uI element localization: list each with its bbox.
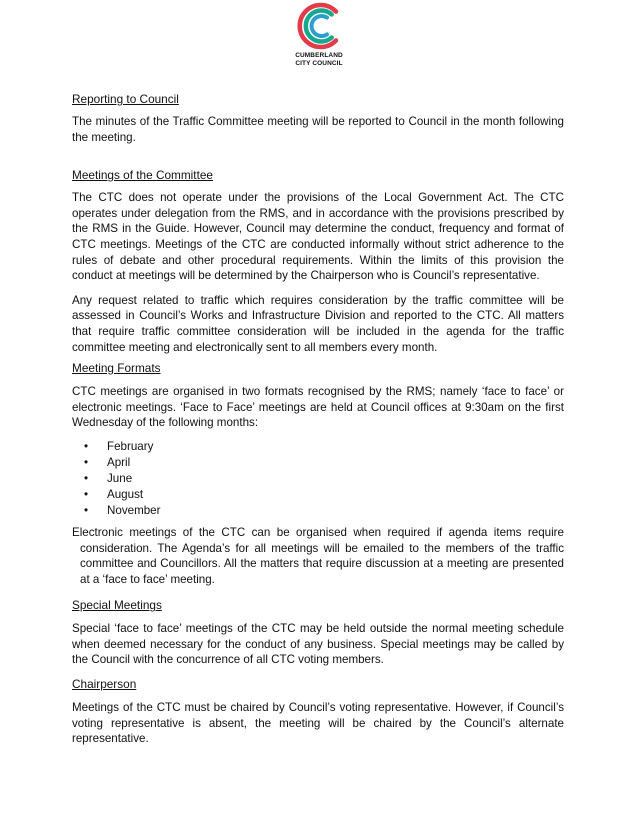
heading-reporting: Reporting to Council bbox=[72, 92, 179, 106]
month-label: April bbox=[107, 455, 131, 469]
heading-special-meetings: Special Meetings bbox=[72, 598, 162, 613]
para-meeting-formats: CTC meetings are organised in two formats recognised by the RMS; namely ‘face to face’ or electronic meetings. ‘Face to Face’ meetings are held at Council offices at 9:30am on the first Wednesday of the following months: bbox=[72, 385, 564, 430]
section-chairperson bbox=[72, 676, 564, 747]
council-logo bbox=[288, 0, 350, 67]
list-item bbox=[72, 471, 564, 487]
list-item bbox=[72, 487, 564, 503]
para-chairperson: Meetings of the CTC must be chaired by Council’s voting representative. However, if Council’s voting representative is absent, the meeting will be chaired by the Council’s alternate representative. bbox=[72, 701, 564, 746]
para-special-meetings: Special ‘face to face’ meetings of the CTC may be held outside the normal meeting schedule when deemed necessary for the conduct of any business. Special meetings may be called by the Council with the concurrence of all CTC voting members. bbox=[72, 622, 564, 667]
bullet-icon: • bbox=[84, 455, 89, 469]
para-committee-operation: The CTC does not operate under the provisions of the Local Government Act. The CTC operates under delegation from the RMS, and in accordance with the provisions prescribed by the RMS in the Guide. However, Council may determine the conduct, frequency and format of CTC meetings. Meetings of the CTC are conducted informally without strict adherence to the rules of debate and other procedural requirements. Within the limits of this provision the conduct at meetings will be determined by the Chairperson who is Council’s representative. bbox=[72, 191, 564, 283]
month-label: August bbox=[107, 487, 144, 501]
cumberland-c-logo-icon bbox=[294, 0, 344, 52]
section-special-meetings bbox=[72, 597, 564, 668]
para-traffic-requests: Any request related to traffic which requires consideration by the traffic committee will be assessed in Council’s Works and Infrastructure Division and reported to the CTC. All matters that require traffic committee consideration will be included in the agenda for the traffic committee meeting and electronically sent to all members every month. bbox=[72, 293, 564, 354]
bullet-icon: • bbox=[84, 487, 89, 501]
list-item bbox=[72, 455, 564, 471]
logo-text-line1: CUMBERLAND bbox=[295, 52, 343, 59]
logo-text-line2: CITY COUNCIL bbox=[295, 59, 343, 67]
month-label: February bbox=[107, 439, 154, 453]
month-label: November bbox=[107, 503, 161, 517]
bullet-icon: • bbox=[84, 471, 89, 485]
section-reporting bbox=[72, 91, 564, 145]
bullet-icon: • bbox=[84, 439, 89, 453]
para-electronic-meetings: Electronic meetings of the CTC can be organised when required if agenda items require consideration. The Agenda’s for all meetings will be emailed to the members of the traffic committee and Councillors. All the matters that require discussion at a meeting are presented at a ‘face to face’ meeting. bbox=[72, 525, 564, 586]
section-meetings-of-committee bbox=[72, 167, 564, 355]
heading-meetings-of-committee: Meetings of the Committee bbox=[72, 168, 213, 183]
list-item bbox=[72, 503, 564, 519]
bullet-icon: • bbox=[84, 503, 89, 517]
month-label: June bbox=[107, 471, 133, 485]
list-item bbox=[72, 439, 564, 455]
heading-meeting-formats: Meeting Formats bbox=[72, 361, 161, 376]
months-list bbox=[72, 439, 564, 519]
section-meeting-formats bbox=[72, 360, 564, 587]
para-reporting: The minutes of the Traffic Committee meeting will be reported to Council in the month following the meeting. bbox=[72, 115, 564, 144]
document-body bbox=[72, 91, 564, 747]
heading-chairperson: Chairperson bbox=[72, 677, 137, 692]
